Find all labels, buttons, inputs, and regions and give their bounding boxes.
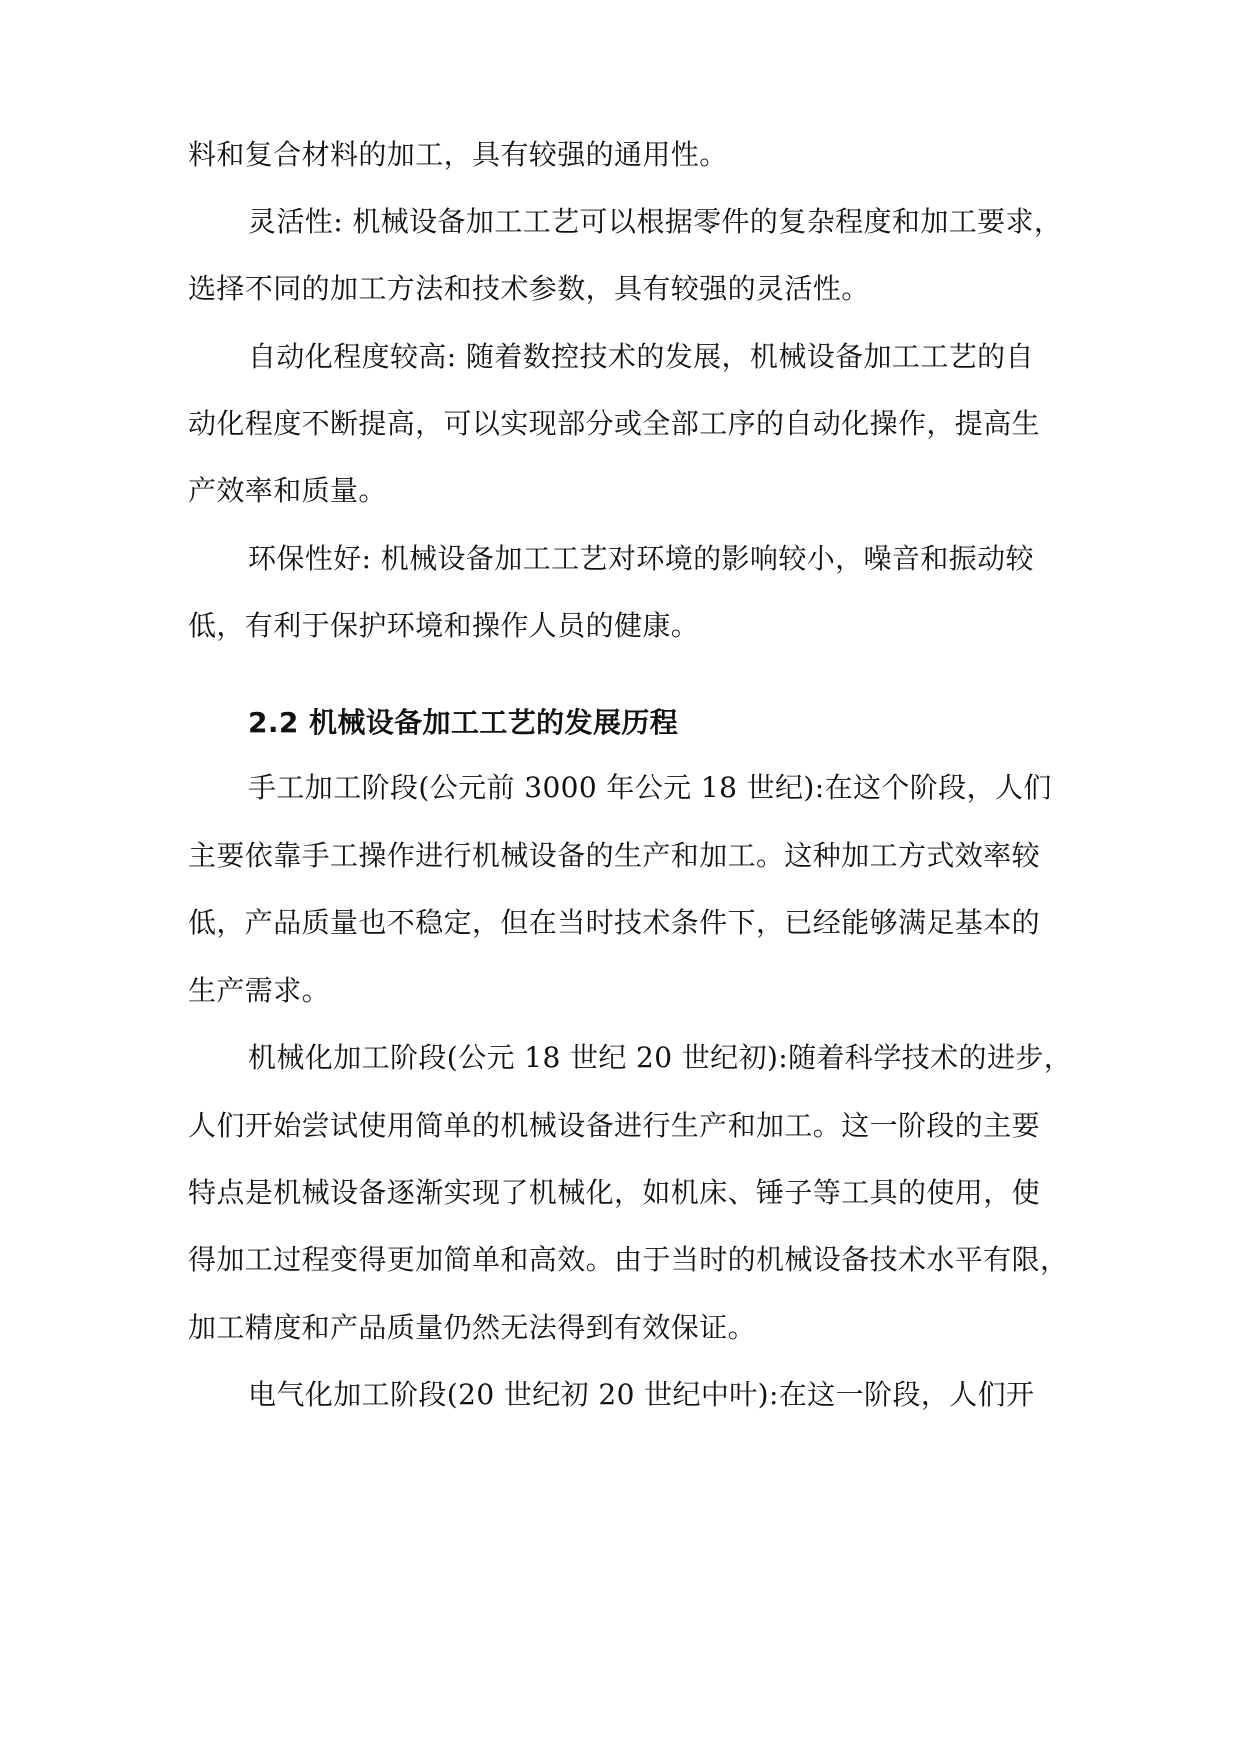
paragraph-line: 低，产品质量也不稳定，但在当时技术条件下，已经能够满足基本的 <box>188 906 1041 939</box>
paragraph-line: 动化程度不断提高，可以实现部分或全部工序的自动化操作，提高生 <box>188 407 1041 440</box>
paragraph-line: 加工精度和产品质量仍然无法得到有效保证。 <box>188 1311 757 1344</box>
paragraph-line: 手工加工阶段(公元前 3000 年公元 18 世纪):在这个阶段，人们 <box>248 771 1052 804</box>
section-heading: 2.2 机械设备加工工艺的发展历程 <box>248 706 679 739</box>
paragraph-line: 人们开始尝试使用简单的机械设备进行生产和加工。这一阶段的主要 <box>188 1109 1041 1142</box>
paragraph-line: 选择不同的加工方法和技术参数，具有较强的灵活性。 <box>188 272 870 305</box>
paragraph-line: 机械化加工阶段(公元 18 世纪 20 世纪初):随着科学技术的进步， <box>248 1041 1073 1074</box>
paragraph-line: 电气化加工阶段(20 世纪初 20 世纪中叶):在这一阶段，人们开 <box>248 1378 1035 1411</box>
paragraph-line: 环保性好: 机械设备加工工艺对环境的影响较小，噪音和振动较 <box>248 542 1034 575</box>
paragraph-line: 料和复合材料的加工，具有较强的通用性。 <box>188 138 728 171</box>
paragraph-line: 自动化程度较高: 随着数控技术的发展，机械设备加工工艺的自 <box>248 340 1034 373</box>
paragraph-line: 生产需求。 <box>188 974 331 1007</box>
paragraph-line: 产效率和质量。 <box>188 474 387 507</box>
paragraph-line: 特点是机械设备逐渐实现了机械化，如机床、锤子等工具的使用，使 <box>188 1176 1041 1209</box>
paragraph-line: 灵活性: 机械设备加工工艺可以根据零件的复杂程度和加工要求， <box>248 205 1063 238</box>
paragraph-line: 得加工过程变得更加简单和高效。由于当时的机械设备技术水平有限， <box>188 1243 1069 1276</box>
paragraph-line: 低，有利于保护环境和操作人员的健康。 <box>188 609 700 642</box>
paragraph-line: 主要依靠手工操作进行机械设备的生产和加工。这种加工方式效率较 <box>188 839 1041 872</box>
